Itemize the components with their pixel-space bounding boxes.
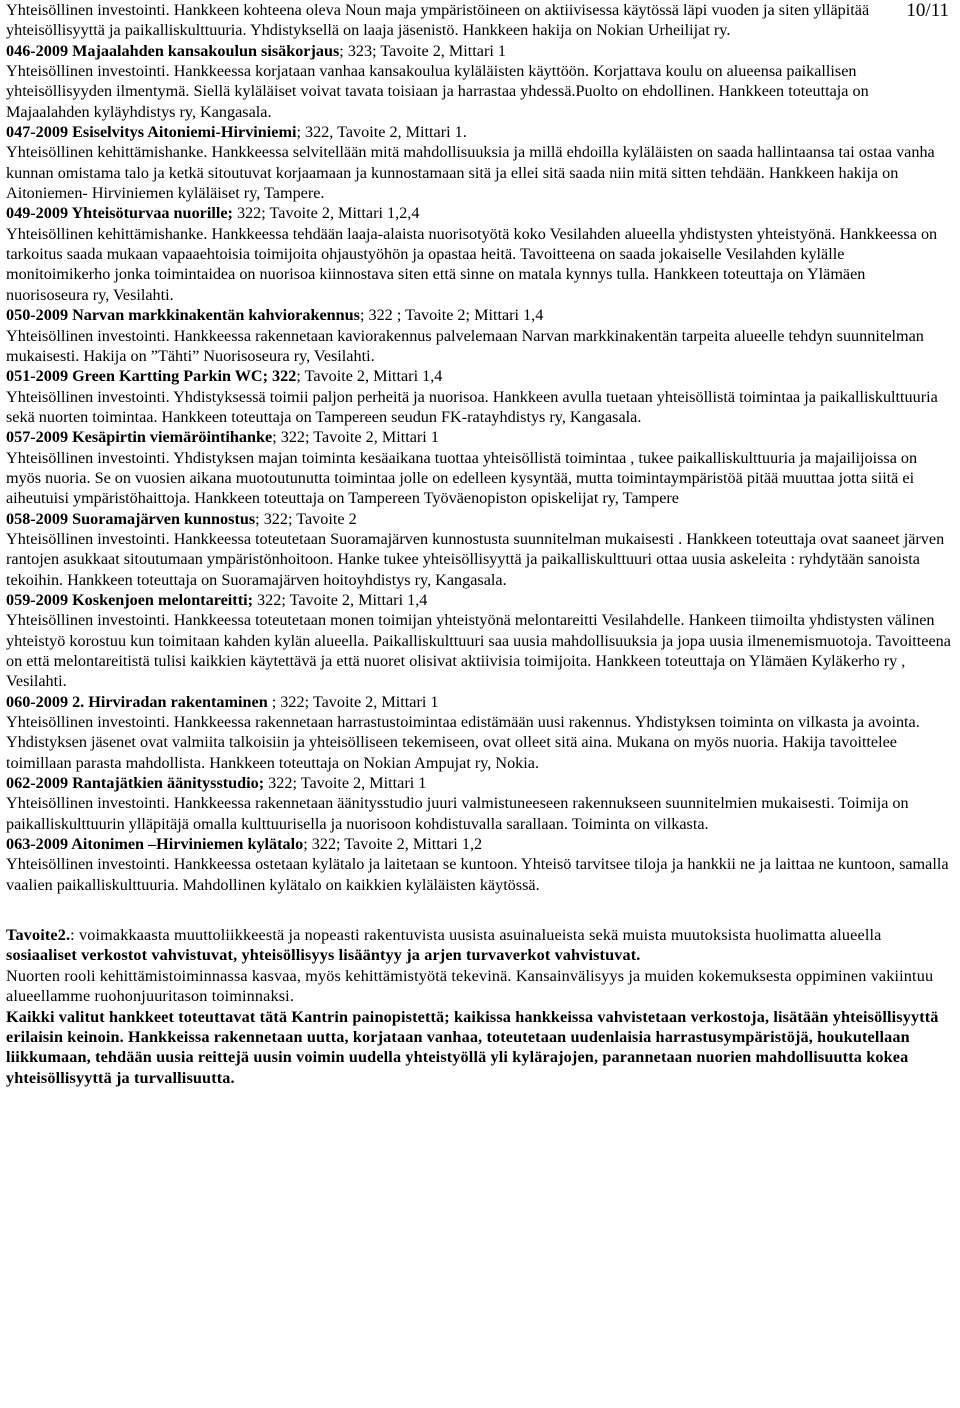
project-title: 060-2009 2. Hirviradan rakentaminen — [6, 692, 268, 711]
project-entry — [6, 509, 951, 590]
section-gap — [6, 895, 951, 925]
project-meta: ; 322; Tavoite 2, Mittari 1 — [267, 692, 439, 711]
project-heading — [6, 427, 951, 447]
project-description: Yhteisöllinen investointi. Hankkeessa toteutetaan Suoramajärven kunnostusta suunnitelman mukaisesti . Hankkeen toteuttaja ovat saaneet järven rantojen asukkaat sitoutumaan ympäristönhoitoon. Hanke tukee yhteisöllisyyttä ja paikalliskulttuuri ottaa uusia askeleita : ryhdytään sanoista tekoihin. Hankkeen toteuttaja on Suoramajärven hoitoyhdistys ry, Kangasala. — [6, 529, 945, 589]
goal-summary — [6, 1007, 951, 1088]
project-description: Yhteisöllinen investointi. Hankkeessa ostetaan kylätalo ja laitetaan se kuntoon. Yhteisö tarvitsee tiloja ja hankkii ne ja laittaa ne kuntoon, samalla vaalien paikalliskulttuuria. Mahdollinen kylätalo on kaikkien kyläläisten käytössä. — [6, 855, 949, 894]
project-description: Yhteisöllinen investointi. Yhdistyksessä toimii paljon perheitä ja nuorisoa. Hankkeen avulla tuetaan yhteisöllistä toimintaa ja paikalliskulttuuria sekä nuorten toimintaa. Hankkeen toteuttaja on Tampereen seudun FK-ratayhdistys ry, Kangasala. — [6, 387, 938, 426]
project-description: Yhteisöllinen kehittämishanke. Hankkeessa selvitellään mitä mahdollisuuksia ja millä ehdoilla kyläläisten on saada hallintaansa tai ostaa vanha kunnan omistama talo ja ketkä sitoutuvat korjaamaan ja kunnostamaan sitä ja ellei sitä saada niin mitä sitten tehdään. Hankkeen hakija on Aitoniemen- Hirviniemen kyläläiset ry, Tampere. — [6, 143, 935, 203]
project-heading — [6, 773, 951, 793]
page-number: 10/11 — [906, 0, 949, 21]
goal-summary-text: Kaikki valitut hankkeet toteuttavat tätä Kantrin painopistettä; kaikissa hankkeissa vahvistetaan verkostoja, lisätään yhteisöllisyyttä erilaisin keinoin. Hankkeissa rakennetaan uutta, korjataan vanhaa, toteutetaan uudenlaisia harrastusympäristöjä, houkutellaan liikkumaan, tehdään uusia reittejä uusin voimin uudella yhteistyöllä yli kylärajojen, parannetaan nuorien mahdollisuutta kokea yhteisöllisyyttä ja turvallisuutta. — [6, 1007, 939, 1087]
project-entry — [6, 366, 951, 427]
project-heading — [6, 41, 951, 61]
project-description: Yhteisöllinen investointi. Hankkeessa rakennetaan kaviorakennus palvelemaan Narvan markkinakentän tarpeita alueelle tehdyn suunnitelman mukaisesti. Hakija on ”Tähti” Nuorisoseura ry, Vesilahti. — [6, 326, 924, 365]
project-entry — [6, 203, 951, 305]
goal-section — [6, 925, 951, 1088]
goal-label: Tavoite2. — [6, 926, 71, 945]
project-meta: 322; Tavoite 2, Mittari 1,4 — [252, 590, 428, 609]
project-heading — [6, 509, 951, 529]
project-description: Yhteisöllinen kehittämishanke. Hankkeessa tehdään laaja-alaista nuorisotyötä koko Vesilahden alueella yhdistysten yhteistyönä. Hankkeessa on tarkoitus saada mukaan vapaaehtoisia toimijoita ohjaustyöhön ja opastaa heitä. Tavoitteena on saada jokaiselle Vesilahden kylälle monitoimikerho jonka toimintaideа on nuorisoa kiinnostava siten että sinne on matala kynnys tulla. Hankkeen toteuttaja on Ylämäen nuorisoseura ry, Vesilahti. — [6, 224, 938, 304]
project-entry — [6, 305, 951, 366]
project-title: 062-2009 Rantajätkien äänitysstudio; — [6, 774, 265, 793]
project-title: 051-2009 Green Kartting Parkin WC; 322 — [6, 367, 297, 386]
project-title: 049-2009 Yhteisöturvaa nuorille; — [6, 204, 233, 223]
goal-youth-paragraph: Nuorten rooli kehittämistoiminnassa kasvaa, myös kehittämistyötä tekevinä. Kansainvälisyys ja muiden kokemuksesta oppiminen vakiintuu alueellamme ruohonjuuritason toiminnaksi. — [6, 966, 934, 1006]
project-entry — [6, 41, 951, 122]
project-heading — [6, 834, 951, 854]
project-title: 058-2009 Suoramajärven kunnostus — [6, 509, 256, 528]
document-body — [6, 0, 951, 1088]
project-meta: ; 322 ; Tavoite 2; Mittari 1,4 — [359, 306, 544, 325]
project-meta: ; 322, Tavoite 2, Mittari 1. — [296, 123, 467, 142]
project-entry — [6, 692, 951, 773]
project-meta: ; 322; Tavoite 2, Mittari 1,2 — [303, 835, 483, 854]
project-title: 050-2009 Narvan markkinakentän kahviorakennus — [6, 306, 360, 325]
project-title: 046-2009 Majaalahden kansakoulun sisäkorjaus — [6, 41, 340, 60]
goal-emphasis: sosiaaliset verkostot vahvistuvat, yhteisöllisyys lisääntyy ja arjen turvaverkot vahvistuvat. — [6, 946, 641, 965]
project-entry — [6, 122, 951, 203]
project-heading — [6, 122, 951, 142]
project-heading — [6, 692, 951, 712]
project-entry — [6, 427, 951, 508]
project-description: Yhteisöllinen investointi. Hankkeessa rakennetaan harrastustoimintaa edistämään uusi rakennus. Yhdistyksen toiminta on vilkasta ja avointa. Yhdistyksen jäsenet ovat valmiita talkoisiin ja yhteisölliseen tekemiseen, ovat olleet sitä aina. Mukana on myös nuoria. Hakija tavoittelee toimillaan parasta mahdollista. Hankkeen toteuttaja on Nokian Ampujat ry, Nokia. — [6, 713, 920, 772]
project-meta: ; 322; Tavoite 2, Mittari 1 — [272, 428, 439, 447]
project-entry — [6, 834, 951, 895]
project-description: Yhteisöllinen investointi. Hankkeessa toteutetaan monen toimijan yhteistyönä melontareitti Vesilahdelle. Hankeen tiimoilta yhdistysten välinen yhteistyö korostuu kun toimitaan kahden kylän alueella. Paikalliskulttuuri saa uusia mahdollisuuksia ja jopa uusia ilmenemismuotoja. Tavoitteena on että melontareitistä tulisi kaikkien käytettävä ja että nuoret olisivat aktiivisia toimijoita. Hankkeen toteuttaja on Ylämäen Kyläkerho ry , Vesilahti. — [6, 611, 951, 691]
project-entry — [6, 773, 951, 834]
project-meta: ; 323; Tavoite 2, Mittari 1 — [339, 41, 507, 60]
goal-paragraph — [6, 925, 951, 966]
project-description: Yhteisöllinen investointi. Hankkeessa korjataan vanhaa kansakoulua kyläläisten käyttöön. Korjattava koulu on alueensa paikallisen yhteisöllisyyden ilmentymä. Siellä kyläläiset voivat tavata toisiaan ja harrastaa yhdessä.Puolto on ehdollinen. Hankkeen toteuttaja on Majaalahden kyläyhdistys ry, Kangasala. — [6, 62, 869, 121]
project-title: 063-2009 Aitonimen –Hirviniemen kylätalo — [6, 835, 304, 854]
intro-paragraph: Yhteisöllinen investointi. Hankkeen kohteena oleva Noun maja ympäristöineen on aktiivisessa käytössä läpi vuoden ja siten ylläpitää yhteisöllisyyttä ja paikalliskulttuuria. Yhdistyksellä on laaja jäsenistö. Hankkeen hakija on Nokian Urheilijat ry. — [6, 1, 870, 40]
goal-text: : voimakkaasta muuttoliikkeestä ja nopeasti rakentuvista uusista asuinalueista sekä muista muutoksista huolimatta alueella — [70, 926, 882, 945]
project-description: Yhteisöllinen investointi. Yhdistyksen majan toiminta kesäaikana tuottaa yhteisöllistä toimintaa , tukee paikalliskulttuuria ja majailijoissa on myös nuoria. Se on vuosien aikana muotoutunutta toimintaa jolle on edelleen kysyntää, mutta toimintaympäristöä pitää muuttaa jotta siitä ei aiheutuisi ympäristöhaittoja. Hankkeen toteuttaja on Tampereen Työväenopiston opiskelijat ry, Tampere — [6, 448, 918, 508]
project-heading — [6, 305, 951, 325]
project-heading — [6, 366, 951, 386]
project-heading — [6, 203, 951, 223]
project-meta: ; 322; Tavoite 2 — [255, 509, 357, 528]
project-heading — [6, 590, 951, 610]
project-title: 059-2009 Koskenjoen melontareitti; — [6, 590, 253, 609]
project-meta: 322; Tavoite 2, Mittari 1 — [264, 774, 427, 793]
project-entry — [6, 590, 951, 692]
project-title: 057-2009 Kesäpirtin viemäröintihanke — [6, 428, 273, 447]
project-meta: 322; Tavoite 2, Mittari 1,2,4 — [232, 204, 420, 223]
project-description: Yhteisöllinen investointi. Hankkeessa rakennetaan äänitysstudio juuri valmistuneeseen rakennukseen suunnitelmien mukaisesti. Toimija on paikalliskulttuurin ylläpitäjä omalla kulttuurisella ja nuorisoon kohdistuvalla sarallaan. Toiminta on vilkasta. — [6, 794, 909, 833]
project-meta: ; Tavoite 2, Mittari 1,4 — [296, 367, 443, 386]
project-title: 047-2009 Esiselvitys Aitoniemi-Hirviniemi — [6, 123, 297, 142]
